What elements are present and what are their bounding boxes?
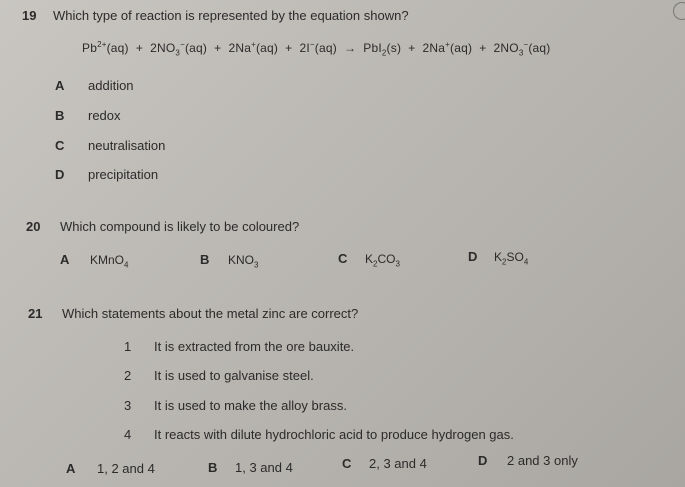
q20-text: Which compound is likely to be coloured? xyxy=(60,219,300,234)
q20-a-sub: 4 xyxy=(124,260,129,270)
q21-statement-1-num: 1 xyxy=(124,339,132,354)
eq-no3a-charge: − xyxy=(180,40,185,49)
q21-option-b-letter[interactable]: B xyxy=(208,460,218,475)
q21-statement-3-num: 3 xyxy=(124,398,132,413)
q21-statement-1-text: It is extracted from the ore bauxite. xyxy=(154,339,355,354)
eq-plus1: + xyxy=(135,41,144,55)
q20-option-c-letter[interactable]: C xyxy=(338,251,348,266)
q19-option-c-text[interactable]: neutralisation xyxy=(88,138,166,153)
eq-no3b-charge: − xyxy=(523,40,529,49)
eq-no3b-sub: 3 xyxy=(518,48,524,58)
eq-aq1: (aq) xyxy=(106,41,129,55)
q19-option-d-letter[interactable]: D xyxy=(55,167,65,182)
eq-pb-charge: 2+ xyxy=(97,40,107,49)
eq-no3a: 2NO xyxy=(150,41,176,55)
q20-option-d-formula[interactable] xyxy=(494,250,528,266)
q21-option-d-text[interactable]: 2 and 3 only xyxy=(507,453,578,468)
q20-b-pre: KNO xyxy=(228,253,255,267)
q20-number: 20 xyxy=(26,219,41,234)
eq-pb: Pb xyxy=(82,41,98,55)
q20-option-b-letter[interactable]: B xyxy=(200,252,210,267)
q21-statement-4-text: It reacts with dilute hydrochloric acid to produce hydrogen gas. xyxy=(154,427,514,442)
q20-c-mid: CO xyxy=(377,252,396,266)
eq-arrow: → xyxy=(343,41,357,55)
q19-number: 19 xyxy=(22,8,37,23)
q19-option-d-text[interactable]: precipitation xyxy=(88,167,159,182)
eq-pbi-sub: 2 xyxy=(381,48,387,58)
q20-d-pre: K xyxy=(494,250,503,264)
q19-option-b-text[interactable]: redox xyxy=(88,108,121,123)
eq-plus4: + xyxy=(408,41,416,55)
q19-option-b-letter[interactable]: B xyxy=(55,108,65,123)
q20-option-b-formula[interactable] xyxy=(228,253,258,269)
q20-option-c-formula[interactable] xyxy=(365,252,400,268)
q20-option-a-formula[interactable] xyxy=(90,253,128,269)
eq-aq3: (aq) xyxy=(255,41,279,55)
eq-aq6: (aq) xyxy=(528,41,551,55)
q19-option-a-text[interactable]: addition xyxy=(88,78,134,93)
q20-d-sub: 2 xyxy=(502,257,507,267)
eq-i: 2I xyxy=(299,41,310,55)
eq-aq2: (aq) xyxy=(184,41,208,55)
q21-option-c-letter[interactable]: C xyxy=(342,456,352,471)
eq-no3a-sub: 3 xyxy=(175,48,181,58)
q19-option-c-letter[interactable]: C xyxy=(55,138,65,153)
eq-na2-charge: + xyxy=(445,40,451,49)
eq-plus2: + xyxy=(214,41,222,55)
eq-s: (s) xyxy=(386,41,402,55)
q20-c-pre: K xyxy=(365,252,374,266)
q21-text: Which statements about the metal zinc are correct? xyxy=(62,306,359,321)
eq-i-charge: − xyxy=(309,40,315,49)
q21-statement-2-text: It is used to galvanise steel. xyxy=(154,368,314,383)
eq-plus5: + xyxy=(479,41,487,55)
q21-option-c-text[interactable]: 2, 3 and 4 xyxy=(369,456,427,471)
q19-text: Which type of reaction is represented by the equation shown? xyxy=(53,8,409,23)
q21-option-a-letter[interactable]: A xyxy=(66,461,76,476)
eq-aq4: (aq) xyxy=(314,41,337,55)
q21-statement-2-num: 2 xyxy=(124,368,132,383)
q20-d-mid: SO xyxy=(506,250,524,264)
q20-c-sub: 2 xyxy=(373,259,378,269)
q20-option-a-letter[interactable]: A xyxy=(60,252,70,267)
q20-option-d-letter[interactable]: D xyxy=(468,249,478,264)
page-edge-mark xyxy=(673,2,685,20)
eq-aq5: (aq) xyxy=(450,41,473,55)
q21-number: 21 xyxy=(28,306,43,321)
eq-na2: 2Na xyxy=(422,41,446,55)
eq-plus3: + xyxy=(285,41,293,55)
q21-statement-4-num: 4 xyxy=(124,427,132,442)
q19-option-a-letter[interactable]: A xyxy=(55,78,65,93)
q21-option-a-text[interactable]: 1, 2 and 4 xyxy=(97,461,155,476)
q21-option-d-letter[interactable]: D xyxy=(478,453,488,468)
eq-na-charge: + xyxy=(251,40,256,49)
q20-b-sub: 3 xyxy=(254,260,259,270)
q20-c-sub2: 3 xyxy=(395,259,400,269)
q21-option-b-text[interactable]: 1, 3 and 4 xyxy=(235,460,293,475)
eq-pbi: PbI xyxy=(363,41,382,55)
q20-d-sub2: 4 xyxy=(523,257,529,267)
q20-a-pre: KMnO xyxy=(90,253,125,267)
q21-statement-3-text: It is used to make the alloy brass. xyxy=(154,398,347,413)
q19-equation xyxy=(82,40,550,57)
eq-no3b: 2NO xyxy=(493,41,519,55)
eq-na: 2Na xyxy=(228,41,252,55)
